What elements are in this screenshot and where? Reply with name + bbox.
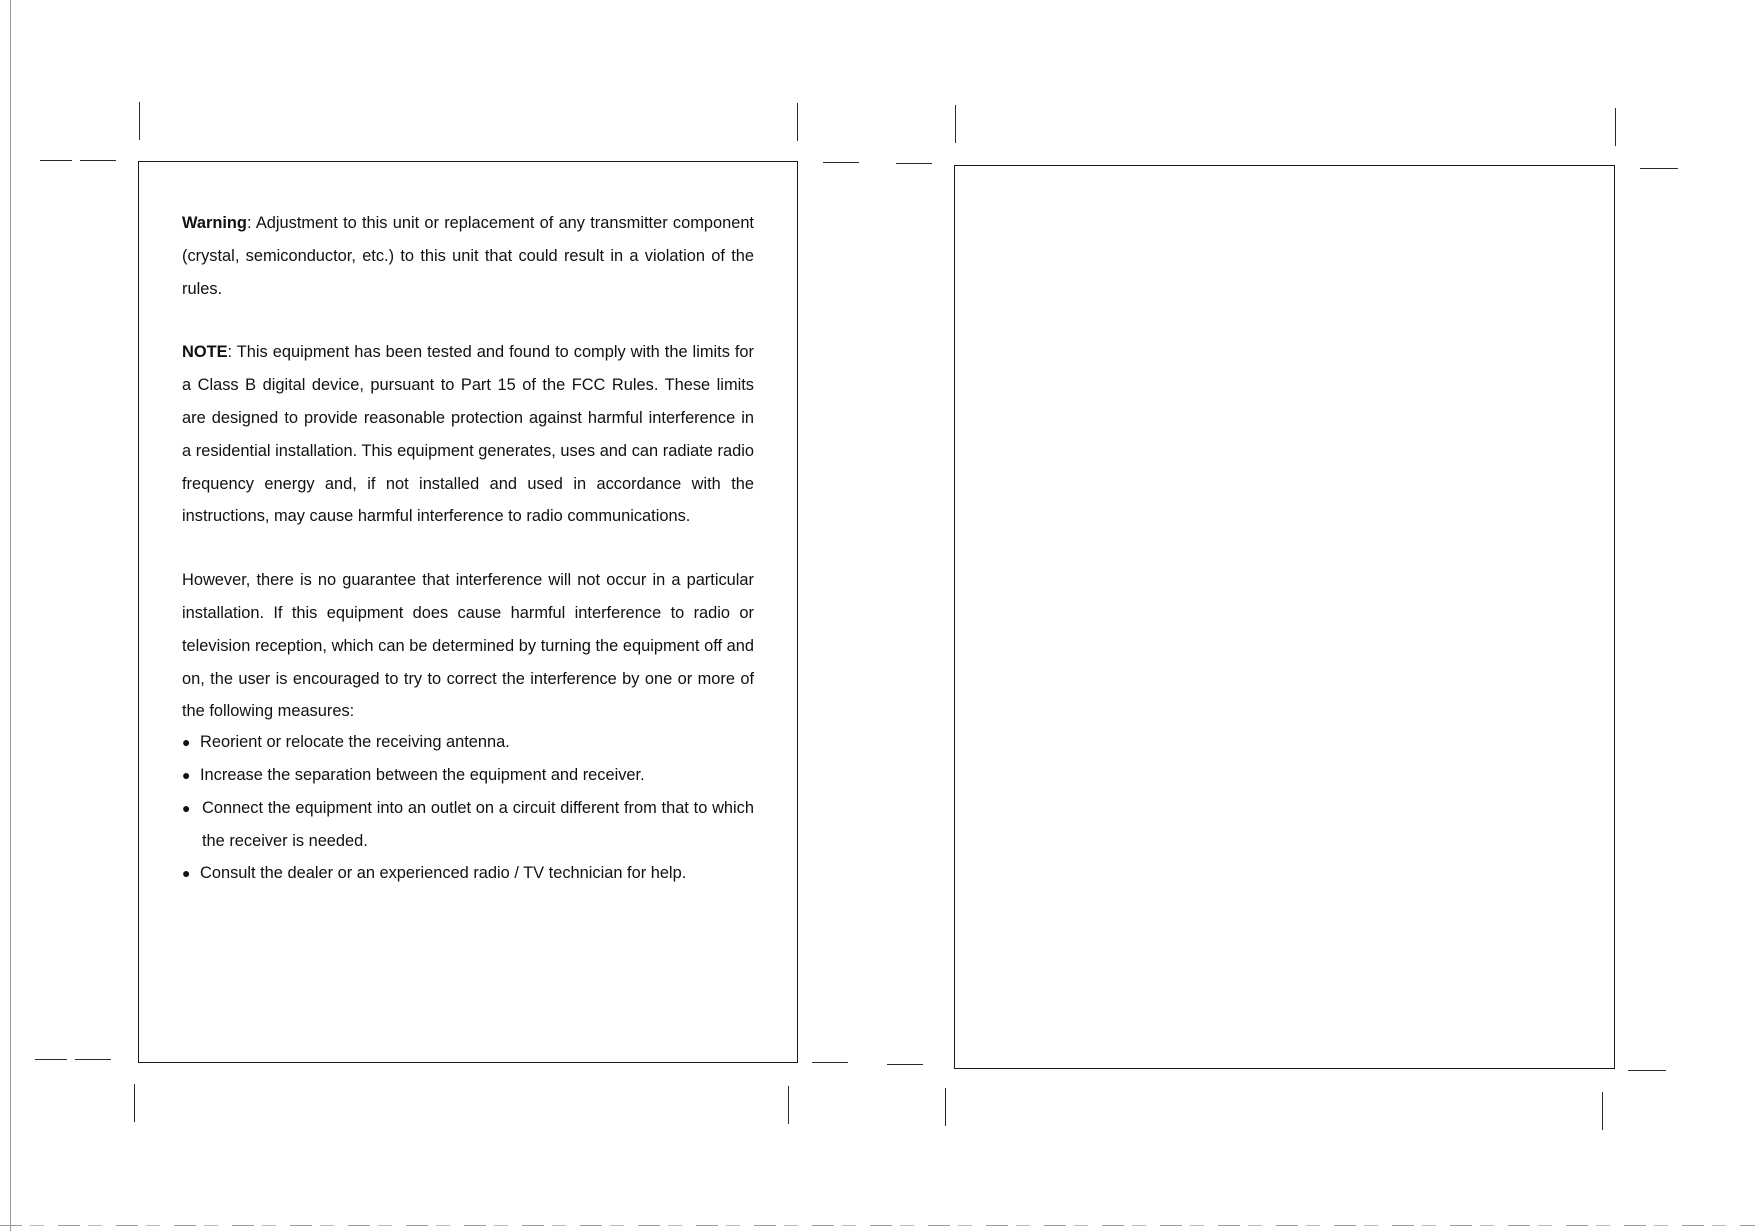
crop-mark [812, 1062, 848, 1063]
crop-mark [945, 1088, 946, 1126]
list-item [182, 726, 754, 759]
list-item [182, 857, 754, 890]
bullet-icon: ● [182, 799, 191, 816]
crop-mark [80, 160, 116, 161]
note-lead: NOTE [182, 343, 228, 362]
crop-mark [797, 103, 798, 141]
warning-lead: Warning [182, 214, 247, 232]
list-item [182, 759, 754, 792]
however-paragraph [182, 564, 754, 728]
crop-mark [75, 1059, 111, 1060]
crop-mark [1628, 1070, 1666, 1071]
crop-mark [134, 1084, 135, 1122]
measure-text: Connect the equipment into an outlet on a circuit different from that to which the receiver is needed. [202, 798, 754, 850]
crop-mark [1602, 1092, 1603, 1130]
measures-list [182, 726, 754, 890]
right-page-frame [954, 165, 1615, 1069]
left-page-content [182, 207, 754, 890]
warning-paragraph [182, 207, 754, 305]
crop-mark [955, 105, 956, 143]
crop-mark [823, 162, 859, 163]
scan-bottom-line [0, 1225, 1755, 1226]
crop-mark [1615, 108, 1616, 146]
crop-mark [139, 102, 140, 140]
note-paragraph [182, 336, 754, 533]
note-text: : This equipment has been tested and found to comply with the limits for a Class B digital device, pursuant to Part 15 of the FCC Rules. These limits are designed to provide reasonable protection against harmful interference in a residential installation. This equipment generates, uses and can radiate radio frequency energy and, if not installed and used in accordance with the instructions, may cause harmful interference to radio communications. [182, 343, 754, 526]
crop-mark [887, 1064, 923, 1065]
crop-mark [1640, 168, 1678, 169]
crop-mark [788, 1086, 789, 1124]
measure-text: Increase the separation between the equipment and receiver. [200, 765, 645, 784]
measure-text: Reorient or relocate the receiving antenna. [200, 733, 510, 752]
bullet-icon: ● [182, 766, 191, 783]
list-item [182, 792, 754, 858]
crop-mark [35, 1059, 67, 1060]
however-text: However, there is no guarantee that interference will not occur in a particular installation. If this equipment does cause harmful interference to radio or television reception, which can be determined by turning the equipment off and on, the user is encouraged to try to correct the interference by one or more of the following measures: [182, 571, 754, 721]
bullet-icon: ● [182, 734, 191, 751]
bullet-icon: ● [182, 865, 191, 882]
measure-text: Consult the dealer or an experienced radio / TV technician for help. [200, 864, 687, 883]
warning-text: : Adjustment to this unit or replacement of any transmitter component (crystal, semiconductor, etc.) to this unit that could result in a violation of the rules. [182, 214, 754, 298]
crop-mark [896, 163, 932, 164]
crop-mark [40, 160, 72, 161]
scan-edge-line [10, 0, 11, 1231]
